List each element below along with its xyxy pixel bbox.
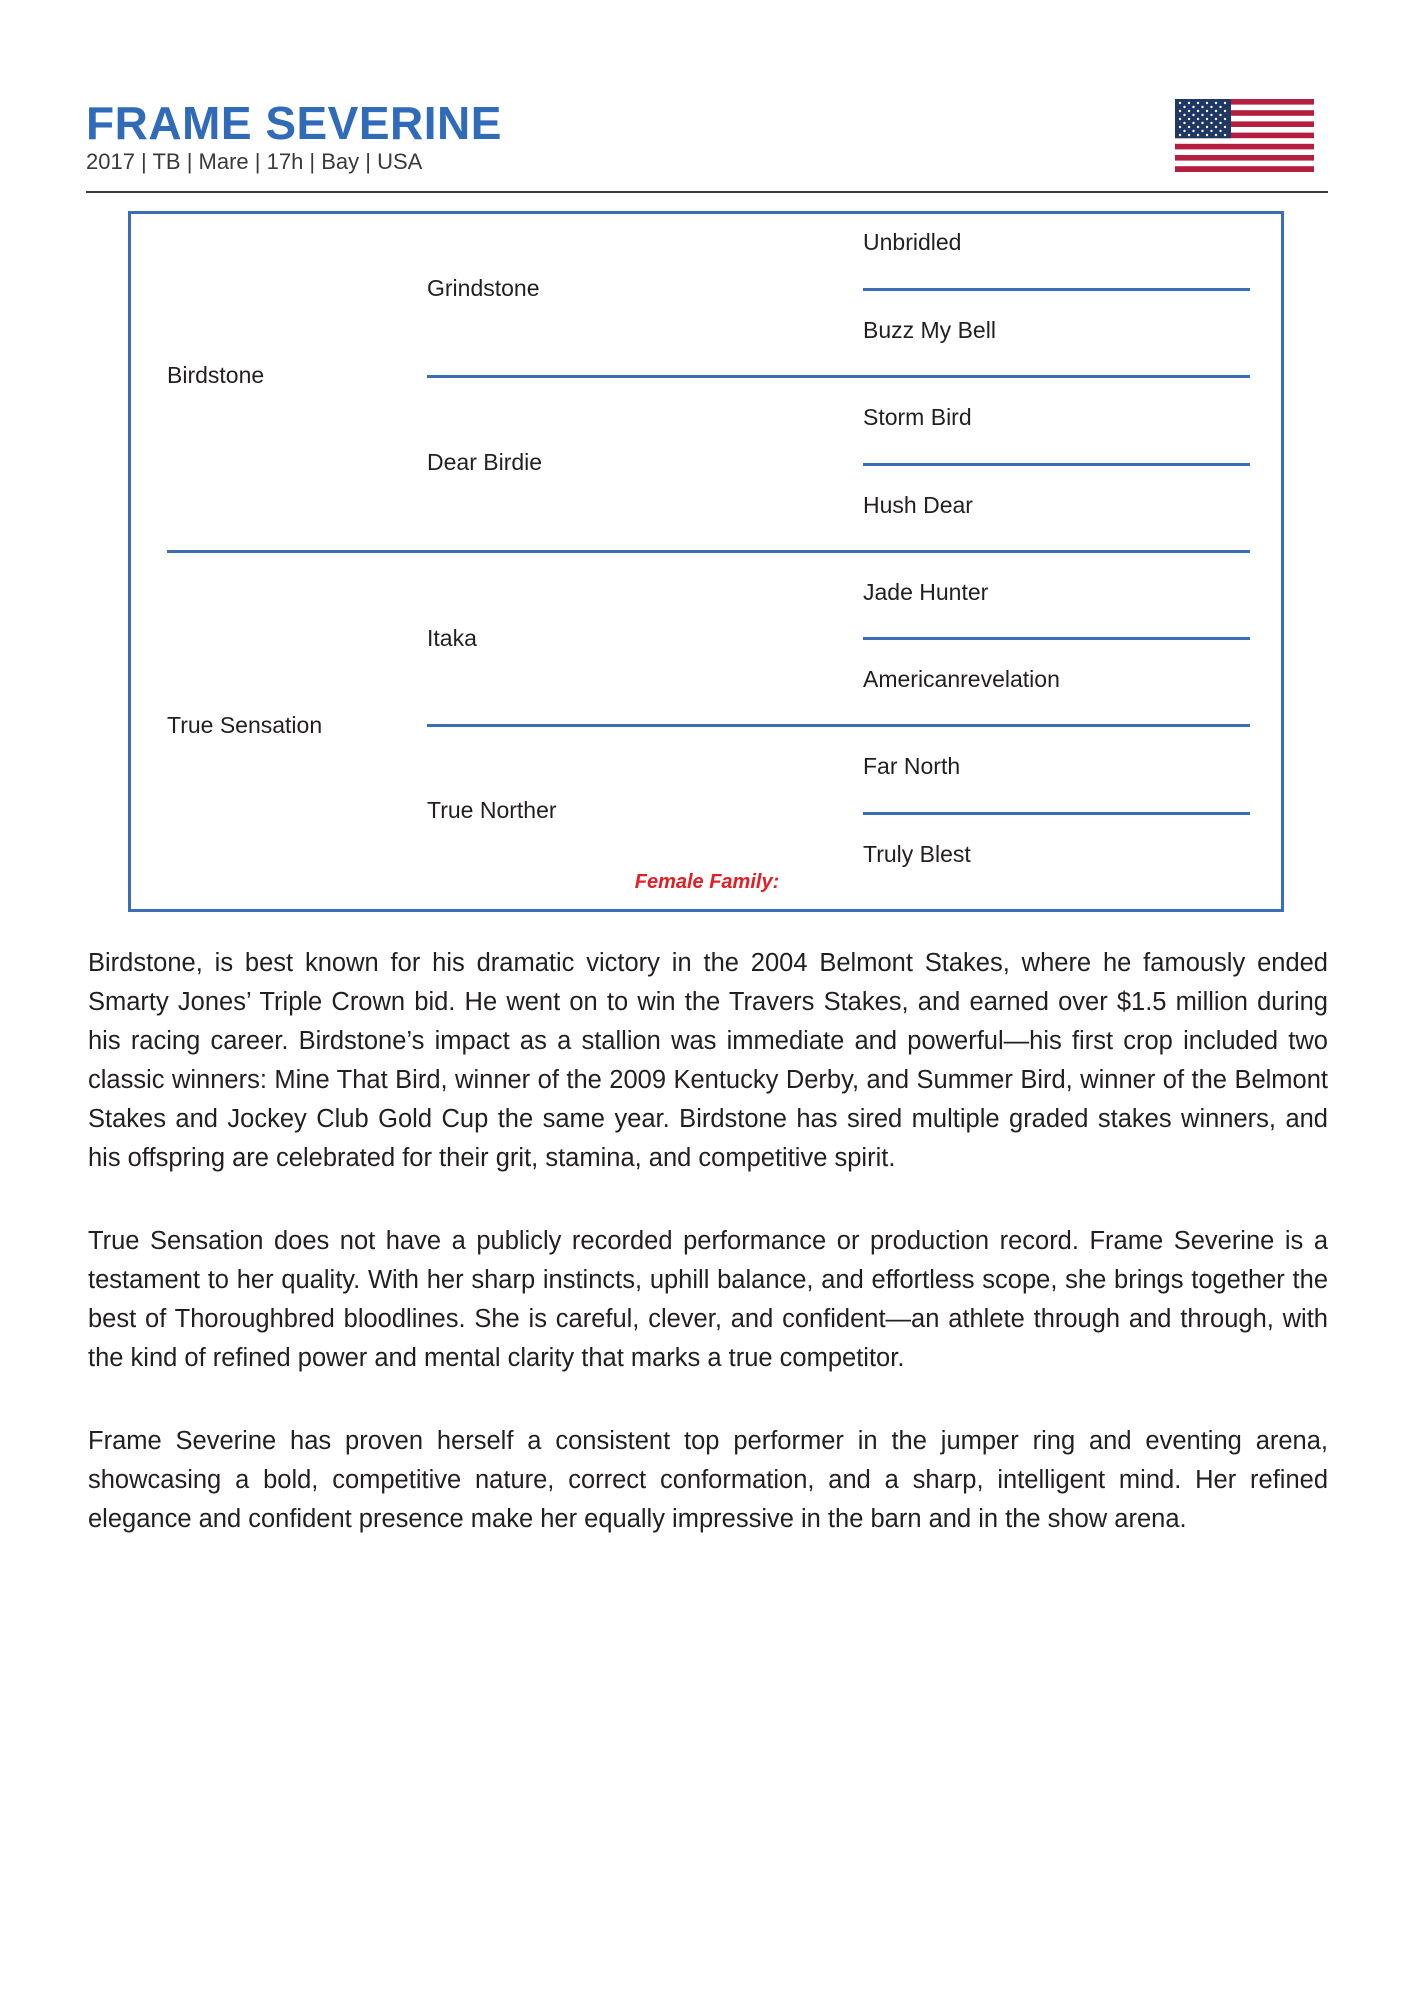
- pedigree-dam: True Sensation: [167, 712, 323, 738]
- pedigree-sire: Birdstone: [167, 362, 265, 388]
- pedigree-divider-gen3-3: [863, 637, 1250, 640]
- header-divider: [86, 191, 1328, 193]
- pedigree-divider-gen3-1: [863, 288, 1250, 291]
- pedigree-dsd: Americanrevelation: [863, 666, 1060, 692]
- pedigree-ddd: Truly Blest: [863, 841, 971, 867]
- pedigree-divider-gen3-4: [863, 812, 1250, 815]
- female-family-text: Female Family:: [634, 871, 780, 893]
- usa-flag-icon: [1175, 99, 1314, 172]
- pedigree-divider-gen2-dam: [427, 724, 1250, 727]
- description-paragraph-birdstone: Birdstone, is best known for his dramatic victory in the 2004 Belmont Stakes, where he famously ended Smarty Jones’ Triple Crown bid. He went on to win the Travers Stakes, and earned over $1.5 million during his racing career. Birdstone’s impact as a stallion was immediate and powerful—his first crop included two classic winners: Mine That Bird, winner of the 2009 Kentucky Derby, and Summer Bird, winner of the Belmont Stakes and Jockey Club Gold Cup the same year. Birdstone has sired multiple graded stakes winners, and his offspring are celebrated for their grit, stamina, and competitive spirit.: [88, 949, 1328, 1172]
- pedigree-divider-gen3-2: [863, 463, 1250, 466]
- pedigree-divider-gen2-sire: [427, 375, 1250, 378]
- description-paragraph-frame-severine: Frame Severine has proven herself a consistent top performer in the jumper ring and eventing arena, showcasing a bold, competitive nature, correct conformation, and a sharp, intelligent mind. Her refined elegance and confident presence make her equally impressive in the barn and in the show arena.: [88, 1427, 1328, 1533]
- pedigree-sire-sire: Grindstone: [427, 275, 540, 301]
- pedigree-dam-dam: True Norther: [427, 797, 557, 823]
- description-paragraph-true-sensation: True Sensation does not have a publicly recorded performance or production record. Frame Severine is a testament to her quality. With her sharp instincts, uphill balance, and effortless scope, she brings together the best of Thoroughbred bloodlines. She is careful, clever, and confident—an athlete through and through, with the kind of refined power and mental clarity that marks a true competitor.: [88, 1227, 1328, 1372]
- pedigree-sdd: Hush Dear: [863, 492, 973, 518]
- pedigree-dds: Far North: [863, 753, 961, 779]
- pedigree-sss: Unbridled: [863, 229, 962, 255]
- pedigree-dss: Jade Hunter: [863, 579, 989, 605]
- pedigree-sire-dam: Dear Birdie: [427, 449, 543, 475]
- pedigree-sds: Storm Bird: [863, 404, 972, 430]
- pedigree-dam-sire: Itaka: [427, 625, 477, 651]
- horse-details-subtitle: 2017 | TB | Mare | 17h | Bay | USA: [86, 149, 423, 174]
- female-family-label: [0, 872, 1414, 892]
- pedigree-ssd: Buzz My Bell: [863, 317, 996, 343]
- pedigree-divider-gen1: [167, 550, 1250, 553]
- pedigree-chart: [128, 211, 1284, 912]
- horse-name-title: FRAME SEVERINE: [86, 97, 502, 149]
